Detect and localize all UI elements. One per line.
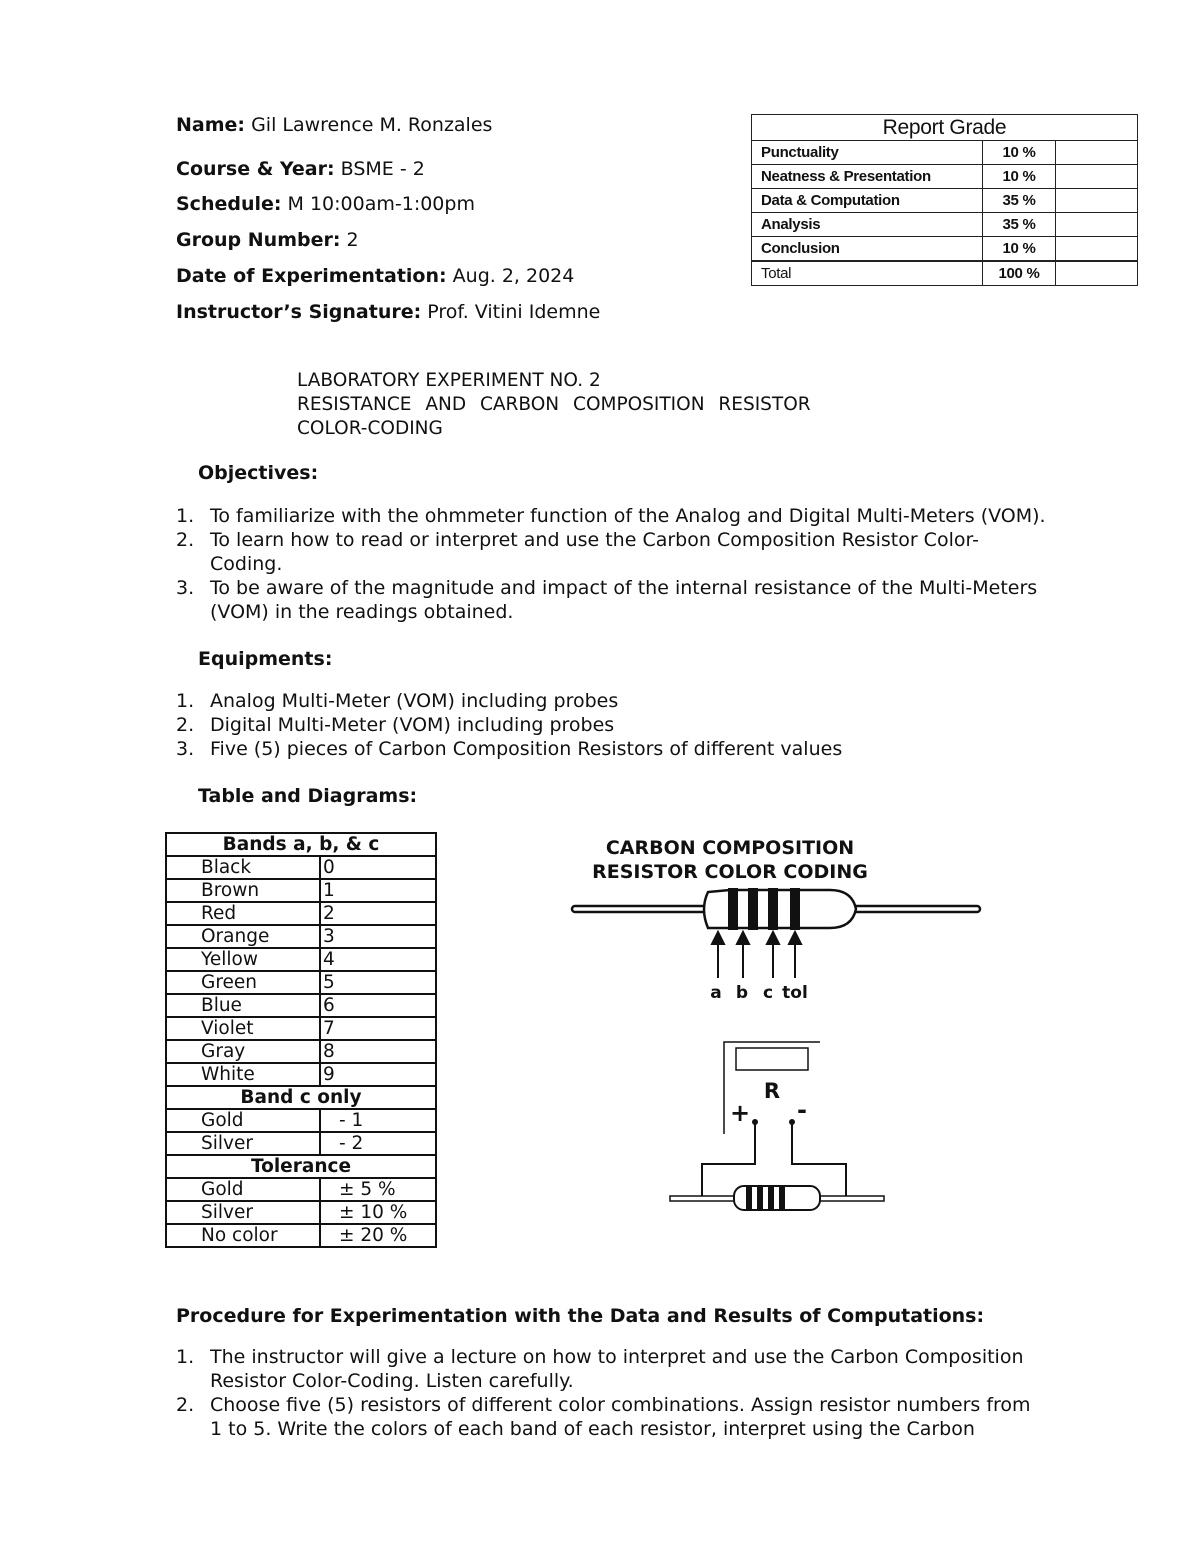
table-row xyxy=(166,1040,436,1063)
color-code-table xyxy=(165,832,437,1248)
grade-criterion: Analysis xyxy=(752,213,983,237)
color-value: 5 xyxy=(320,971,436,994)
date-label: Date of Experimentation: xyxy=(176,265,447,287)
color-name: Gray xyxy=(166,1040,320,1063)
table-row xyxy=(166,879,436,902)
list-number: 2. xyxy=(176,1394,195,1416)
grade-score-cell[interactable] xyxy=(1056,237,1138,262)
color-name: Red xyxy=(166,902,320,925)
date-line xyxy=(176,265,574,287)
color-name: No color xyxy=(166,1224,320,1247)
diagram-title-line2: RESISTOR COLOR CODING xyxy=(592,861,868,883)
minus-terminal-label: - xyxy=(797,1096,807,1124)
list-text: 1 to 5. Write the colors of each band of each resistor, interpret using the Carbon xyxy=(210,1418,975,1440)
course-line xyxy=(176,158,425,180)
grade-score-cell[interactable] xyxy=(1056,213,1138,237)
list-text: (VOM) in the readings obtained. xyxy=(210,601,514,623)
list-text: To be aware of the magnitude and impact of the internal resistance of the Multi-Meters xyxy=(210,577,1038,599)
equipments-heading: Equipments: xyxy=(198,648,333,670)
tables-heading: Table and Diagrams: xyxy=(198,785,418,807)
list-item xyxy=(176,1393,1096,1441)
experiment-title-line2: RESISTANCE AND CARBON COMPOSITION RESISTOR xyxy=(297,394,811,415)
table-row xyxy=(166,1224,436,1247)
list-item xyxy=(176,1345,1096,1393)
color-value: - 2 xyxy=(320,1132,436,1155)
list-text: The instructor will give a lecture on how to interpret and use the Carbon Composition xyxy=(210,1346,1024,1368)
list-item xyxy=(176,713,1076,737)
color-name: Silver xyxy=(166,1132,320,1155)
grade-weight: 100 % xyxy=(983,261,1056,286)
ohmmeter xyxy=(724,1042,820,1134)
group-line xyxy=(176,229,359,251)
diagram-title-line1: CARBON COMPOSITION xyxy=(605,837,855,859)
list-item xyxy=(176,504,1116,528)
band-label-b: b xyxy=(735,983,749,1003)
grade-row xyxy=(752,165,1138,189)
schedule-label: Schedule: xyxy=(176,193,282,215)
color-value: - 1 xyxy=(320,1109,436,1132)
schedule-line xyxy=(176,193,475,215)
band-label-a: a xyxy=(710,983,722,1003)
tolerance-value: ± 5 % xyxy=(320,1178,436,1201)
color-value: 7 xyxy=(320,1017,436,1040)
grade-weight: 10 % xyxy=(983,141,1056,165)
band-arrows xyxy=(712,932,801,978)
signature-value: Prof. Vitini Idemne xyxy=(427,301,601,323)
color-name: Yellow xyxy=(166,948,320,971)
color-value: 0 xyxy=(320,856,436,879)
experiment-title-line1: LABORATORY EXPERIMENT NO. 2 xyxy=(297,370,601,391)
list-text: Coding. xyxy=(210,553,283,575)
signature-line xyxy=(176,301,600,323)
table-row xyxy=(166,1178,436,1201)
measurement-circuit-diagram xyxy=(660,1038,900,1228)
color-name: Green xyxy=(166,971,320,994)
color-name: Black xyxy=(166,856,320,879)
color-value: 6 xyxy=(320,994,436,1017)
table-row xyxy=(166,1132,436,1155)
resistor-body xyxy=(572,888,980,930)
grade-criterion: Total xyxy=(752,261,983,286)
color-value: 1 xyxy=(320,879,436,902)
table-row xyxy=(166,925,436,948)
list-text: To learn how to read or interpret and use the Carbon Composition Resistor Color- xyxy=(210,529,979,551)
table-row xyxy=(166,994,436,1017)
grade-criterion: Conclusion xyxy=(752,237,983,262)
color-name: Gold xyxy=(166,1178,320,1201)
list-item xyxy=(176,528,1116,576)
band-label-tol: tol xyxy=(782,983,808,1003)
grade-row xyxy=(752,189,1138,213)
table-row xyxy=(166,902,436,925)
band-c-header: Band c only xyxy=(166,1086,436,1109)
objectives-list xyxy=(176,504,1116,624)
band-label-c: c xyxy=(762,983,774,1003)
table-row xyxy=(166,1201,436,1224)
course-label: Course & Year: xyxy=(176,158,335,180)
list-number: 2. xyxy=(176,529,195,551)
name-label: Name: xyxy=(176,114,246,136)
list-item xyxy=(176,576,1116,624)
color-name: Silver xyxy=(166,1201,320,1224)
color-name: Violet xyxy=(166,1017,320,1040)
grade-criterion: Neatness & Presentation xyxy=(752,165,983,189)
list-item xyxy=(176,689,1076,713)
grade-row xyxy=(752,237,1138,262)
procedure-heading: Procedure for Experimentation with the Data and Results of Computations: xyxy=(176,1305,985,1327)
plus-terminal-label: + xyxy=(729,1099,751,1127)
tolerance-value: ± 10 % xyxy=(320,1201,436,1224)
list-number: 1. xyxy=(176,1346,195,1368)
color-name: White xyxy=(166,1063,320,1086)
color-name: Blue xyxy=(166,994,320,1017)
color-value: 2 xyxy=(320,902,436,925)
grade-weight: 10 % xyxy=(983,237,1056,262)
color-value: 3 xyxy=(320,925,436,948)
table-row xyxy=(166,948,436,971)
grade-row xyxy=(752,213,1138,237)
group-label: Group Number: xyxy=(176,229,341,251)
list-text: To familiarize with the ohmmeter function of the Analog and Digital Multi-Meters (VOM). xyxy=(210,505,1046,527)
equipments-list xyxy=(176,689,1076,761)
grade-weight: 35 % xyxy=(983,189,1056,213)
color-value: 9 xyxy=(320,1063,436,1086)
table-row xyxy=(166,856,436,879)
tolerance-value: ± 20 % xyxy=(320,1224,436,1247)
tolerance-header: Tolerance xyxy=(166,1155,436,1178)
list-number: 2. xyxy=(176,714,195,736)
table-row xyxy=(166,971,436,994)
grade-score-cell[interactable] xyxy=(1056,261,1138,286)
color-name: Gold xyxy=(166,1109,320,1132)
color-value: 4 xyxy=(320,948,436,971)
report-grade-table xyxy=(751,114,1138,286)
name-line xyxy=(176,114,492,136)
experiment-title-line3: COLOR-CODING xyxy=(297,418,443,439)
meter-label: R xyxy=(763,1079,781,1103)
color-name: Brown xyxy=(166,879,320,902)
list-text: Analog Multi-Meter (VOM) including probes xyxy=(210,690,619,712)
grade-criterion: Punctuality xyxy=(752,141,983,165)
date-value: Aug. 2, 2024 xyxy=(452,265,575,287)
table-row xyxy=(166,1017,436,1040)
course-value: BSME - 2 xyxy=(340,158,425,180)
list-text: Resistor Color-Coding. Listen carefully. xyxy=(210,1370,574,1392)
grade-score-cell[interactable] xyxy=(1056,165,1138,189)
grade-total-row xyxy=(752,261,1138,286)
name-value: Gil Lawrence M. Ronzales xyxy=(251,114,493,136)
report-grade-title: Report Grade xyxy=(752,115,1138,141)
resistor-color-code-diagram xyxy=(560,830,1000,1010)
color-value: 8 xyxy=(320,1040,436,1063)
grade-score-cell[interactable] xyxy=(1056,189,1138,213)
list-item xyxy=(176,737,1076,761)
group-value: 2 xyxy=(346,229,359,251)
list-text: Choose five (5) resistors of different color combinations. Assign resistor numbers from xyxy=(210,1394,1031,1416)
color-name: Orange xyxy=(166,925,320,948)
meter-display xyxy=(736,1048,808,1070)
list-number: 1. xyxy=(176,505,195,527)
schedule-value: M 10:00am-1:00pm xyxy=(287,193,475,215)
table-row xyxy=(166,1109,436,1132)
grade-criterion: Data & Computation xyxy=(752,189,983,213)
procedure-list xyxy=(176,1345,1096,1441)
signature-label: Instructor’s Signature: xyxy=(176,301,422,323)
band-abc-header: Bands a, b, & c xyxy=(166,833,436,856)
list-text: Five (5) pieces of Carbon Composition Resistors of different values xyxy=(210,738,843,760)
grade-weight: 35 % xyxy=(983,213,1056,237)
grade-weight: 10 % xyxy=(983,165,1056,189)
list-number: 1. xyxy=(176,690,195,712)
list-number: 3. xyxy=(176,738,195,760)
table-row xyxy=(166,1063,436,1086)
grade-score-cell[interactable] xyxy=(1056,141,1138,165)
list-text: Digital Multi-Meter (VOM) including probes xyxy=(210,714,615,736)
objectives-heading: Objectives: xyxy=(198,462,319,484)
list-number: 3. xyxy=(176,577,195,599)
grade-row xyxy=(752,141,1138,165)
